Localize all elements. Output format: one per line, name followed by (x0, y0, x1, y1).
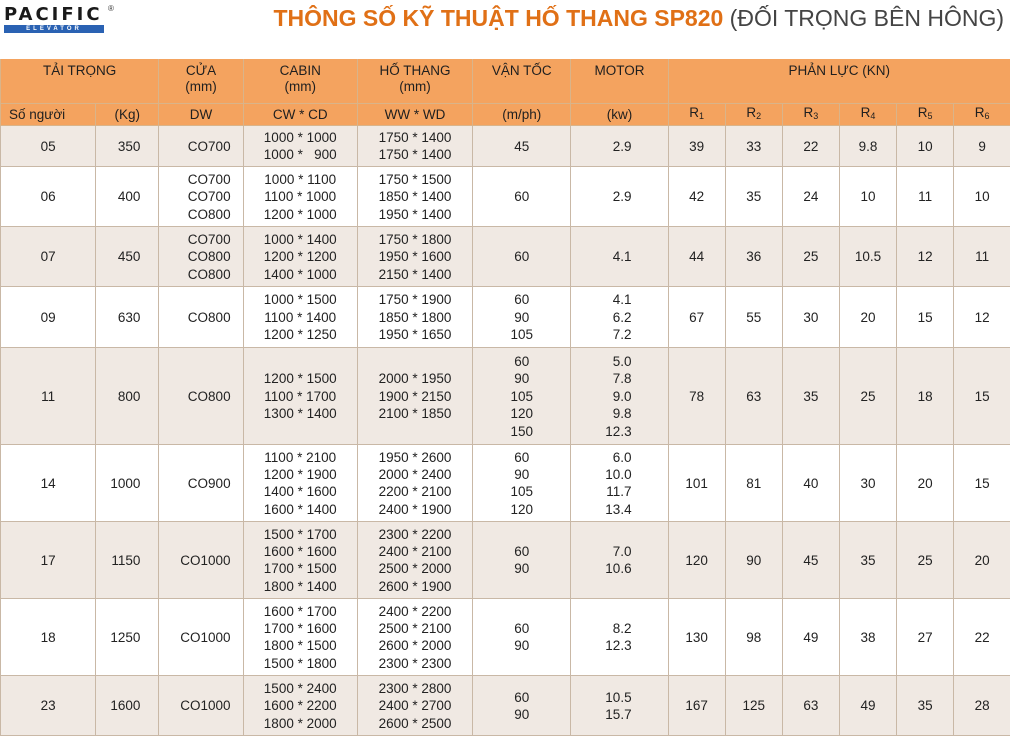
cell-shaft-line: 2200 * 2100 (378, 484, 452, 500)
cell-motor-line: 2.9 (612, 138, 632, 154)
cell-shaft-line: 1750 * 1500 (378, 171, 452, 187)
cell-cabin (243, 676, 357, 736)
cell-r3: 30 (782, 287, 839, 348)
cell-persons: 05 (1, 126, 96, 167)
cell-cabin-line: 1200 * 1500 (263, 371, 337, 387)
table-row (1, 167, 1010, 227)
cell-shaft (357, 348, 472, 445)
cell-r2: 35 (725, 167, 782, 227)
cell-r3: 45 (782, 522, 839, 599)
cell-cabin (243, 522, 357, 599)
title-subtitle: (ĐỐI TRỌNG BÊN HÔNG) (723, 5, 1004, 31)
cell-motor-line: 8.2 (612, 621, 632, 636)
table-row (1, 676, 1010, 736)
cell-r6: 15 (954, 348, 1010, 445)
header-r6: $R_6$ (954, 104, 1010, 126)
cell-r2: 90 (725, 522, 782, 599)
cell-r6: 28 (954, 676, 1010, 736)
header-reaction: PHẢN LỰC (KN) (668, 59, 1010, 104)
cell-motor-line: 10.6 (605, 561, 632, 577)
cell-r2: 98 (725, 599, 782, 676)
header-row-sub (1, 104, 1010, 126)
cell-kg: 450 (96, 227, 159, 287)
cell-shaft-line: 1950 * 2600 (378, 449, 452, 465)
cell-shaft-line: 2500 * 2000 (378, 561, 452, 577)
cell-speed-line: 45 (514, 138, 530, 154)
cell-r5: 11 (897, 167, 954, 227)
cell-r1: 167 (668, 676, 725, 736)
cell-cabin-line: 1000 * 900 (263, 147, 337, 163)
header-motor-unit: (kw) (571, 104, 668, 126)
cell-r1: 44 (668, 227, 725, 287)
cell-cabin-line: 1500 * 2400 (263, 680, 337, 696)
cell-shaft-line: 1900 * 2150 (378, 388, 452, 404)
cell-speed (473, 348, 571, 445)
cell-r2: 81 (725, 445, 782, 522)
cell-speed-line: 150 (510, 423, 533, 439)
cell-cabin-line: 1200 * 1250 (263, 327, 337, 343)
cell-cabin-line: 1100 * 1400 (264, 309, 337, 325)
cell-kg: 1250 (96, 599, 159, 676)
cell-shaft-line: 1750 * 1400 (378, 130, 452, 145)
cell-r4: 20 (839, 287, 896, 348)
cell-speed-line: 60 (514, 544, 530, 559)
cell-r4: 38 (839, 599, 896, 676)
cell-speed-line: 60 (514, 189, 530, 205)
cell-motor-line: 12.3 (605, 423, 632, 439)
cell-r5: 15 (897, 287, 954, 348)
table-row (1, 599, 1010, 676)
cell-cabin (243, 287, 357, 348)
cell-door (159, 522, 243, 599)
header-row-main (1, 59, 1010, 104)
cell-persons: 17 (1, 522, 96, 599)
header-kg: (Kg) (96, 104, 159, 126)
cell-shaft-line: 1950 * 1650 (378, 327, 452, 343)
cell-cabin (243, 227, 357, 287)
cell-motor-line: 5.0 (612, 353, 632, 369)
cell-persons: 23 (1, 676, 96, 736)
cell-door-line: CO700 (187, 171, 231, 187)
table-row (1, 522, 1010, 599)
cell-r2: 33 (725, 126, 782, 167)
header-speed-unit: (m/ph) (473, 104, 571, 126)
cell-motor-line: 10.5 (605, 689, 632, 705)
cell-speed-line: 90 (514, 467, 530, 482)
cell-speed (473, 227, 571, 287)
cell-motor-line: 6.0 (612, 449, 632, 465)
header-r3: $R_3$ (782, 104, 839, 126)
header-motor: MOTOR (571, 59, 668, 104)
cell-speed (473, 167, 571, 227)
cell-cabin-line: 1800 * 1400 (263, 578, 337, 594)
cell-speed-line: 105 (510, 484, 533, 500)
cell-r1: 78 (668, 348, 725, 445)
table-row (1, 287, 1010, 348)
cell-r1: 120 (668, 522, 725, 599)
cell-shaft-line: 2000 * 1950 (378, 371, 452, 387)
cell-persons: 06 (1, 167, 96, 227)
cell-r6: 9 (954, 126, 1010, 167)
cell-cabin-line: 1000 * 1000 (263, 130, 337, 145)
cell-cabin (243, 599, 357, 676)
cell-speed-line: 60 (514, 689, 530, 705)
cell-motor-line: 12.3 (605, 638, 632, 654)
cell-door-line: CO1000 (180, 698, 231, 714)
cell-cabin-line: 1600 * 2200 (263, 698, 337, 714)
cell-cabin-line: 1400 * 1000 (263, 266, 337, 282)
header-speed: VẬN TỐC (473, 59, 571, 104)
cell-r3: 35 (782, 348, 839, 445)
cell-kg: 400 (96, 167, 159, 227)
cell-cabin-line: 1200 * 1200 (263, 249, 337, 265)
header-cabin: CABIN (mm) (243, 59, 357, 104)
cell-motor-line: 4.1 (612, 292, 632, 308)
cell-shaft (357, 445, 472, 522)
cell-r6: 12 (954, 287, 1010, 348)
cell-r3: 22 (782, 126, 839, 167)
cell-cabin-line: 1000 * 1100 (264, 171, 337, 187)
cell-cabin-line: 1800 * 2000 (263, 715, 337, 731)
cell-cabin-line: 1800 * 1500 (263, 638, 337, 654)
table-row (1, 227, 1010, 287)
cell-r6: 11 (954, 227, 1010, 287)
cell-kg: 1600 (96, 676, 159, 736)
header-dw: DW (159, 104, 243, 126)
cell-cabin-line: 1600 * 1700 (263, 603, 337, 619)
cell-r1: 67 (668, 287, 725, 348)
cell-cabin (243, 445, 357, 522)
cell-door (159, 227, 243, 287)
cell-kg: 630 (96, 287, 159, 348)
cell-motor-line: 6.2 (612, 309, 632, 325)
cell-door-line: CO1000 (180, 552, 231, 568)
cell-speed-line: 90 (514, 371, 530, 387)
cell-cabin-line: 1200 * 1900 (263, 467, 337, 482)
cell-speed-line: 60 (514, 353, 530, 369)
cell-r3: 63 (782, 676, 839, 736)
cell-speed (473, 445, 571, 522)
cell-r4: 10.5 (839, 227, 896, 287)
page-title (273, 4, 1004, 32)
cell-motor-line: 4.1 (612, 249, 632, 265)
cell-shaft-line: 2400 * 2700 (378, 698, 452, 714)
cell-speed-line: 105 (510, 388, 533, 404)
cell-r4: 9.8 (839, 126, 896, 167)
cell-cabin-line: 1100 * 2100 (264, 449, 337, 465)
cell-shaft-line: 2400 * 1900 (378, 501, 452, 517)
cell-r5: 18 (897, 348, 954, 445)
cell-motor-line: 2.9 (612, 189, 632, 205)
cell-door-line: CO700 (187, 138, 231, 154)
cell-cabin-line: 1000 * 1500 (263, 292, 337, 308)
header-cwcd: CW * CD (243, 104, 357, 126)
cell-shaft (357, 287, 472, 348)
cell-kg: 1000 (96, 445, 159, 522)
cell-shaft (357, 227, 472, 287)
header-r5: $R_5$ (897, 104, 954, 126)
cell-door-line: CO800 (187, 249, 231, 265)
cell-motor (571, 167, 668, 227)
cell-shaft-line: 1750 * 1800 (378, 231, 452, 247)
cell-r2: 36 (725, 227, 782, 287)
cell-motor (571, 445, 668, 522)
cell-motor (571, 227, 668, 287)
cell-motor (571, 287, 668, 348)
cell-speed-line: 120 (510, 406, 533, 422)
cell-speed-line: 90 (514, 706, 530, 722)
cell-r6: 20 (954, 522, 1010, 599)
cell-r4: 25 (839, 348, 896, 445)
cell-r3: 40 (782, 445, 839, 522)
cell-motor (571, 126, 668, 167)
header-load: TẢI TRỌNG (1, 59, 159, 104)
cell-motor-line: 11.7 (606, 484, 632, 500)
header-r1: $R_1$ (668, 104, 725, 126)
cell-shaft (357, 599, 472, 676)
logo-wordmark: PACIFIC (4, 4, 103, 25)
cell-speed-line: 60 (514, 249, 530, 265)
header-shaft: HỐ THANG (mm) (357, 59, 472, 104)
logo-tagline: ELEVATOR (4, 25, 104, 33)
cell-shaft-line: 2300 * 2800 (378, 680, 452, 696)
cell-speed (473, 287, 571, 348)
cell-shaft-line: 2600 * 1900 (378, 578, 452, 594)
table-row (1, 126, 1010, 167)
cell-cabin-line: 1400 * 1600 (263, 484, 337, 500)
cell-motor-line: 10.0 (605, 467, 632, 482)
cell-shaft-line: 2100 * 1850 (378, 406, 452, 422)
cell-door (159, 445, 243, 522)
cell-motor (571, 522, 668, 599)
cell-persons: 14 (1, 445, 96, 522)
cell-speed (473, 522, 571, 599)
header-persons: Số người (1, 104, 96, 126)
table-body (1, 126, 1010, 736)
cell-shaft-line: 2500 * 2100 (378, 621, 452, 636)
cell-r1: 42 (668, 167, 725, 227)
cell-speed-line: 60 (514, 292, 530, 308)
cell-shaft-line: 1750 * 1900 (378, 292, 452, 308)
cell-r5: 10 (897, 126, 954, 167)
cell-r5: 25 (897, 522, 954, 599)
cell-door-line: CO800 (187, 266, 231, 282)
cell-r3: 25 (782, 227, 839, 287)
cell-shaft (357, 676, 472, 736)
cell-motor-line: 7.2 (612, 327, 632, 343)
cell-shaft-line: 2300 * 2200 (378, 526, 452, 542)
cell-cabin-line: 1000 * 1400 (263, 231, 337, 247)
cell-r2: 63 (725, 348, 782, 445)
cell-motor (571, 599, 668, 676)
cell-shaft-line: 1750 * 1400 (378, 147, 452, 163)
cell-cabin-line: 1600 * 1600 (263, 544, 337, 559)
cell-r5: 27 (897, 599, 954, 676)
cell-r5: 35 (897, 676, 954, 736)
cell-shaft-line: 1850 * 1800 (378, 309, 452, 325)
cell-door-line: CO900 (187, 475, 231, 491)
cell-motor-line: 7.8 (612, 371, 632, 387)
cell-persons: 18 (1, 599, 96, 676)
cell-door-line: CO800 (187, 388, 231, 404)
title-main: THÔNG SỐ KỸ THUẬT HỐ THANG SP820 (273, 5, 724, 31)
cell-r2: 125 (725, 676, 782, 736)
cell-shaft (357, 126, 472, 167)
cell-speed-line: 90 (514, 309, 530, 325)
cell-motor-line: 9.0 (612, 388, 632, 404)
cell-persons: 11 (1, 348, 96, 445)
header-r4: $R_4$ (839, 104, 896, 126)
cell-shaft-line: 1850 * 1400 (378, 189, 452, 205)
cell-kg: 800 (96, 348, 159, 445)
cell-motor (571, 348, 668, 445)
cell-r4: 35 (839, 522, 896, 599)
cell-r6: 10 (954, 167, 1010, 227)
cell-r6: 15 (954, 445, 1010, 522)
cell-speed-line: 120 (510, 501, 533, 517)
cell-cabin (243, 167, 357, 227)
cell-shaft-line: 2000 * 2400 (378, 467, 452, 482)
cell-kg: 1150 (96, 522, 159, 599)
registered-mark: ® (108, 4, 114, 13)
cell-shaft (357, 167, 472, 227)
cell-r4: 49 (839, 676, 896, 736)
table-row (1, 445, 1010, 522)
cell-shaft (357, 522, 472, 599)
cell-speed-line: 90 (514, 561, 530, 577)
cell-cabin-line: 1500 * 1700 (263, 526, 337, 542)
cell-r4: 30 (839, 445, 896, 522)
cell-door-line: CO800 (187, 309, 231, 325)
cell-cabin-line: 1100 * 1000 (264, 189, 337, 205)
cell-motor-line: 13.4 (605, 501, 632, 517)
cell-r1: 101 (668, 445, 725, 522)
cell-r5: 20 (897, 445, 954, 522)
cell-door (159, 348, 243, 445)
cell-r4: 10 (839, 167, 896, 227)
cell-cabin (243, 348, 357, 445)
cell-persons: 09 (1, 287, 96, 348)
cell-cabin (243, 126, 357, 167)
cell-r1: 39 (668, 126, 725, 167)
cell-speed-line: 60 (514, 449, 530, 465)
table-row (1, 348, 1010, 445)
pacific-logo (4, 6, 114, 32)
cell-r5: 12 (897, 227, 954, 287)
cell-cabin-line: 1700 * 1500 (263, 561, 337, 577)
cell-r2: 55 (725, 287, 782, 348)
cell-shaft-line: 2600 * 2500 (378, 715, 452, 731)
cell-speed-line: 105 (510, 327, 533, 343)
cell-cabin-line: 1300 * 1400 (263, 406, 337, 422)
cell-cabin-line: 1100 * 1700 (264, 388, 337, 404)
cell-motor-line: 7.0 (612, 544, 632, 559)
cell-door-line: CO1000 (180, 629, 231, 645)
cell-cabin-line: 1500 * 1800 (263, 655, 337, 671)
header-wwwd: WW * WD (357, 104, 472, 126)
cell-shaft-line: 1950 * 1400 (378, 206, 452, 222)
cell-speed (473, 599, 571, 676)
header-door: CỬA (mm) (159, 59, 243, 104)
cell-door (159, 126, 243, 167)
cell-door (159, 676, 243, 736)
header-r2: $R_2$ (725, 104, 782, 126)
cell-speed (473, 126, 571, 167)
cell-shaft-line: 2300 * 2300 (378, 655, 452, 671)
cell-door (159, 599, 243, 676)
cell-cabin-line: 1600 * 1400 (263, 501, 337, 517)
cell-door (159, 167, 243, 227)
cell-cabin-line: 1700 * 1600 (263, 621, 337, 636)
cell-door-line: CO700 (187, 231, 231, 247)
cell-cabin-line: 1200 * 1000 (263, 206, 337, 222)
cell-door (159, 287, 243, 348)
cell-kg: 350 (96, 126, 159, 167)
cell-speed-line: 90 (514, 638, 530, 654)
cell-speed-line: 60 (514, 621, 530, 636)
cell-r1: 130 (668, 599, 725, 676)
cell-motor (571, 676, 668, 736)
cell-persons: 07 (1, 227, 96, 287)
cell-door-line: CO800 (187, 206, 231, 222)
cell-shaft-line: 2600 * 2000 (378, 638, 452, 654)
cell-shaft-line: 2400 * 2200 (378, 603, 452, 619)
spec-table (0, 59, 1010, 736)
cell-speed (473, 676, 571, 736)
cell-r6: 22 (954, 599, 1010, 676)
cell-r3: 49 (782, 599, 839, 676)
cell-r3: 24 (782, 167, 839, 227)
cell-shaft-line: 2400 * 2100 (378, 544, 452, 559)
cell-motor-line: 9.8 (612, 406, 632, 422)
cell-shaft-line: 1950 * 1600 (378, 249, 452, 265)
cell-shaft-line: 2150 * 1400 (378, 266, 452, 282)
cell-motor-line: 15.7 (605, 706, 632, 722)
cell-door-line: CO700 (187, 189, 231, 205)
